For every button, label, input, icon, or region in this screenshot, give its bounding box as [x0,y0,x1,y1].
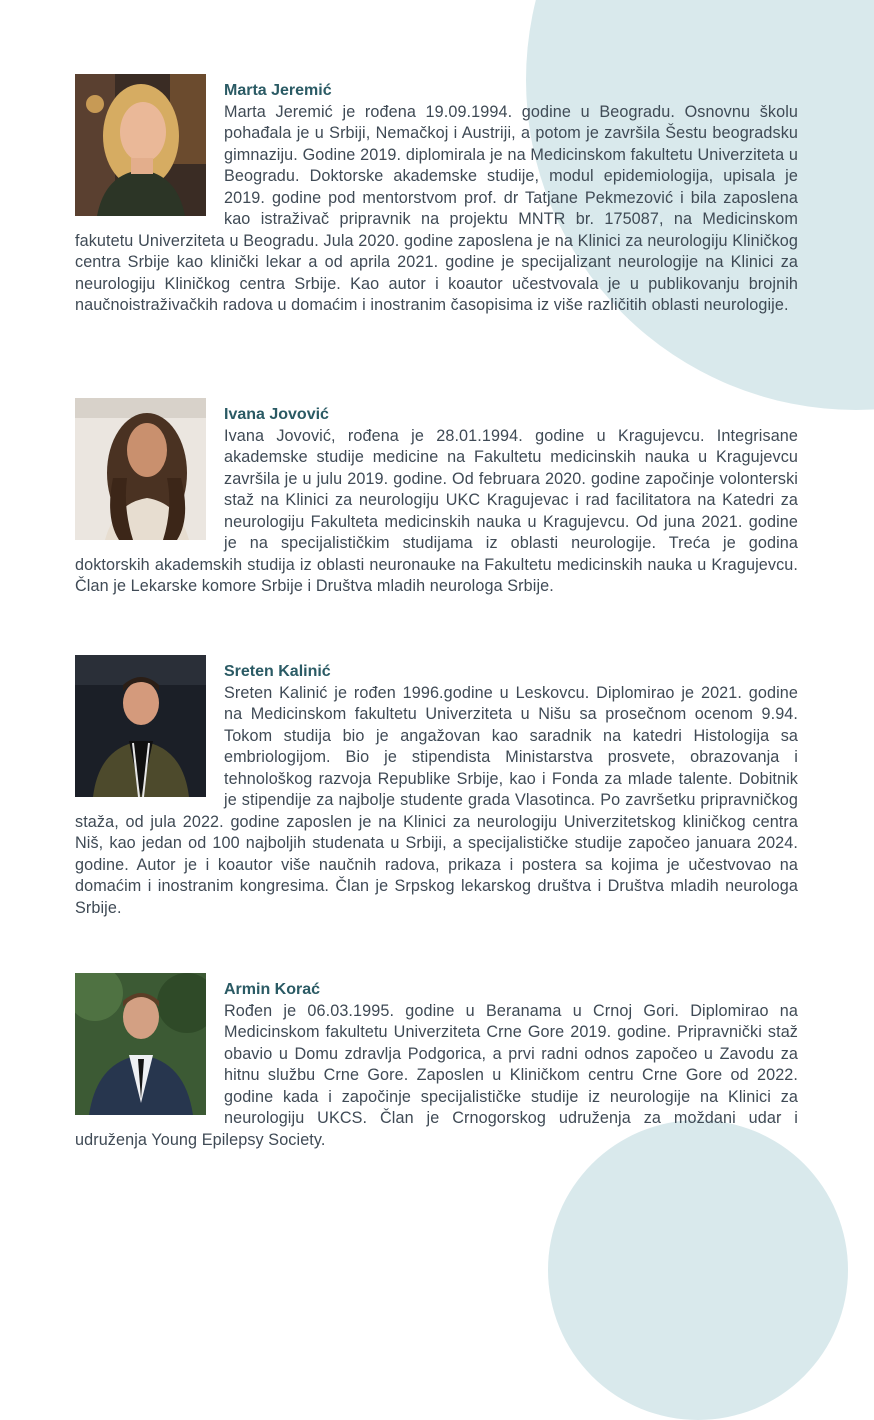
bio-armin-korac [75,973,798,1151]
bio-name: Sreten Kalinić [224,663,331,680]
bio-text: Marta Jeremić je rođena 19.09.1994. godine u Beogradu. Osnovnu školu pohađala je u Srbiji, Nemačkoj i Austriji, a potom je završila Šestu beogradsku gimnaziju. Godine 2019. diplomirala je na Medicinskom fakultetu Univerziteta u Beogradu. Doktorske akademske studije, modul epidemiologija, upisala je 2019. godine pod mentorstvom prof. dr Tatjane Pekmezović i bila zaposlena kao istraživač pripravnik na projektu MNTR br. 175087, na Medicinskom fakutetu Univerziteta u Beogradu. Jula 2020. godine zaposlena je na Klinici za neurologiju Kliničkog centra Srbije kao klinički lekar a od aprila 2021. godine je specijalizant neurologije na Klinici za neurologiju Kliničkog centra Srbije. Kao autor i koautor učestvovala je u publikovanju brojnih naučnoistraživačkih radova u domaćim i inostranim časopisima iz više različitih oblasti neurologije. [75,102,798,314]
portrait-photo [75,74,206,216]
portrait-photo [75,655,206,797]
bio-text: Sreten Kalinić je rođen 1996.godine u Leskovcu. Diplomirao je 2021. godine na Medicinskom fakultetu Univerziteta u Nišu sa prosečnom ocenom 9.94. Tokom studija bio je angažovan kao saradnik na katedri Histologija sa embriologijom. Bio je stipendista Ministarstva prosvete, obrazovanja i tehnološkog razvoja Republike Srbije, kao i Fonda za mlade talente. Dobitnik je stipendije za najbolje studente grada Vlasotinca. Po završetku pripravničkog staža, od jula 2022. godine zaposlen je na Klinici za neurologiju Univerzitetskog kliničkog centra Niš, kao jedan od 100 najboljih studenata u Srbiji, a specijalističke studije započeo januara 2024. godine. Autor je i koautor više naučnih radova, prikaza i postera sa kojima je učestvovao na domaćim i inostranim kongresima. Član je Srpskog lekarskog društva i Društva mladih neurologa Srbije. [75,683,798,917]
portrait-photo [75,973,206,1115]
decorative-circle-bottom [548,1120,848,1420]
bio-name: Ivana Jovović [224,406,329,423]
bio-name: Marta Jeremić [224,82,332,99]
bio-text: Rođen je 06.03.1995. godine u Beranama u Crnoj Gori. Diplomirao na Medicinskom fakultetu Univerziteta Crne Gore 2019. godine. Pripravnički staž obavio u Domu zdravlja Podgorica, a prvi radni odnos započeo u Zavodu za hitnu službu Crne Gore. Zaposlen u Kliničkom centru Crne Gore od 2022. godine kada i započinje specijalističke studije iz neurologije na Klinici za neurologiju UKCS. Član je Crnogorskog udruženja za moždani udar i udruženja Young Epilepsy Society. [75,1001,798,1149]
bio-name: Armin Korać [224,981,321,998]
bio-text: Ivana Jovović, rođena je 28.01.1994. godine u Kragujevcu. Integrisane akademske studije medicine na Fakultetu medicinskih nauka u Kragujevcu završila je u julu 2019. godine. Od februara 2020. godine započinje volonterski staž na Klinici za neurologiju UKC Kragujevac i rad facilitatora na Katedri za neurologiju Fakulteta medicinskih nauka u Kragujevcu. Od juna 2021. godine je na specijalističkim studijama iz oblasti neurologije. Treća je godina doktorskih akademskih studija iz oblasti neuronauke na Fakultetu medicinskih nauka u Kragujevcu. Član je Lekarske komore Srbije i Društva mladih neurologa Srbije. [75,426,798,595]
bio-ivana-jovovic [75,398,798,598]
bio-sreten-kalinic [75,655,798,919]
bio-marta-jeremic [75,74,798,317]
portrait-photo [75,398,206,540]
